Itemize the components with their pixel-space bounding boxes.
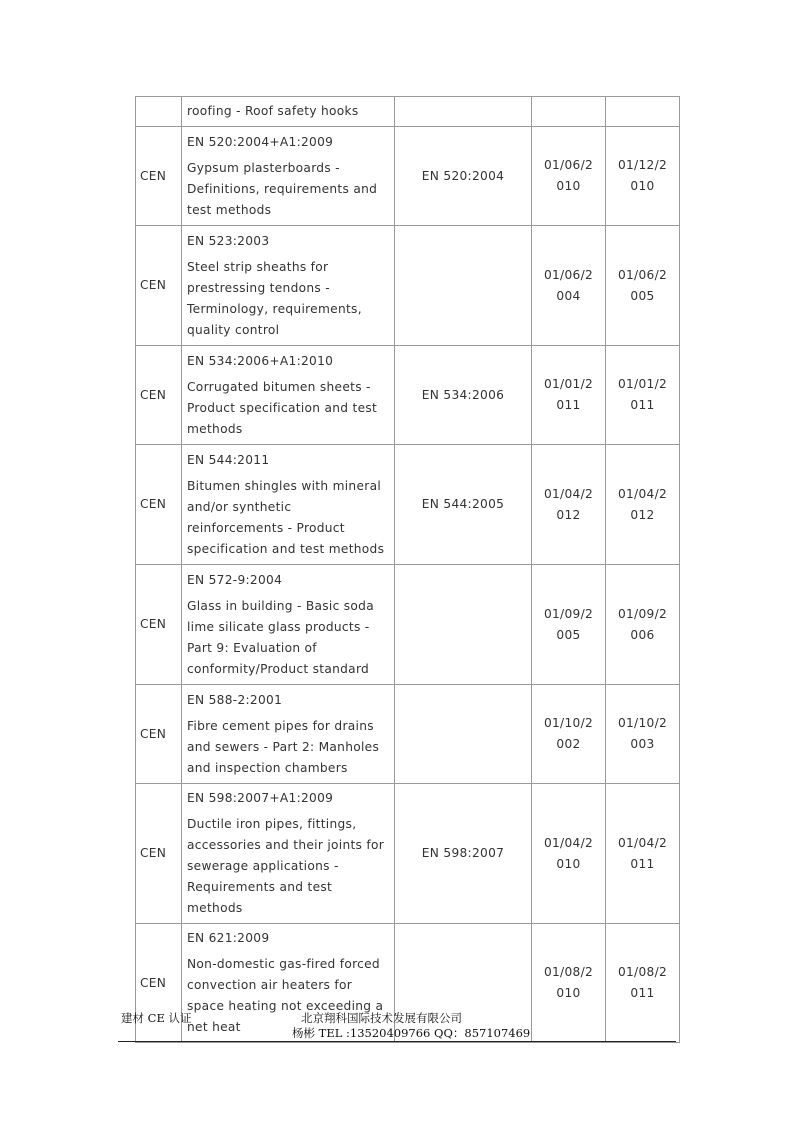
applicability-date: 01/10/2002 [543,716,594,751]
standard-cell [182,127,395,226]
standard-code: EN 523:2003 [187,233,270,248]
superseded-standard-cell [395,97,532,127]
superseded-standard-cell: EN 520:2004 [395,127,532,226]
standard-title: Gypsum plasterboards - Definitions, requirements and test methods [187,160,378,217]
standard-title: Glass in building - Basic soda lime silicate glass products - Part 9: Evaluation of conformity/Product standard [187,598,374,676]
table-row [136,784,680,924]
applicability-date-cell [532,226,606,346]
org-cell [136,97,182,127]
standard-code: EN 520:2004+A1:2009 [187,134,334,149]
standard-cell [182,565,395,685]
superseded-standard-cell: EN 534:2006 [395,346,532,445]
standard-title: Corrugated bitumen sheets - Product specification and test methods [187,379,378,436]
coexistence-end-date-cell [606,924,680,1043]
standard-cell [182,784,395,924]
standard-title: Fibre cement pipes for drains and sewers - Part 2: Manholes and inspection chambers [187,718,380,775]
applicability-date-cell [532,685,606,784]
standard-code: EN 572-9:2004 [187,572,283,587]
standard-code: EN 534:2006+A1:2010 [187,353,334,368]
standard-code: EN 544:2011 [187,452,270,467]
table-row [136,346,680,445]
standard-title: Non-domestic gas-fired forced convection air heaters for space heating not exceeding a net heat [187,957,384,1034]
standard-cell [182,226,395,346]
applicability-date: 01/09/2005 [543,606,594,642]
coexistence-end-date: 01/01/2011 [617,377,668,412]
standard-code: EN 588-2:2001 [187,692,283,707]
applicability-date-cell [532,346,606,445]
superseded-standard-cell [395,565,532,685]
standard-code: EN 598:2007+A1:2009 [187,791,334,805]
coexistence-end-date-cell [606,346,680,445]
table-row [136,685,680,784]
org-cell: CEN [136,445,182,565]
coexistence-end-date: 01/06/2005 [617,267,668,303]
org-cell: CEN [136,127,182,226]
standards-table-body [136,97,680,1043]
standard-cell [182,346,395,445]
footer-contact: 杨彬 TEL :13520409766 QQ：857107469 [292,1026,531,1040]
standard-title: roofing - Roof safety hooks [187,104,359,118]
standard-title: Steel strip sheaths for prestressing tendons - Terminology, requirements, quality control [187,259,362,337]
applicability-date-cell [532,445,606,565]
coexistence-end-date-cell [606,127,680,226]
standard-cell [182,97,395,127]
applicability-date-cell [532,97,606,127]
table-row [136,565,680,685]
standard-cell [182,445,395,565]
standards-table [135,96,680,1043]
applicability-date: 01/04/2010 [543,835,594,871]
coexistence-end-date: 01/04/2011 [617,835,668,871]
footer-rule [118,1041,676,1042]
coexistence-end-date-cell [606,784,680,924]
superseded-standard-cell [395,685,532,784]
table-row [136,445,680,565]
coexistence-end-date-cell [606,565,680,685]
coexistence-end-date: 01/04/2012 [617,486,668,522]
org-cell: CEN [136,565,182,685]
coexistence-end-date-cell [606,226,680,346]
footer-company: 北京翔科国际技术发展有限公司 [301,1011,462,1025]
applicability-date: 01/01/2011 [543,377,594,412]
standard-cell [182,685,395,784]
org-cell: CEN [136,784,182,924]
applicability-date-cell [532,924,606,1043]
standard-title: Ductile iron pipes, fittings, accessories and their joints for sewerage applications - Requirements and test methods [187,817,385,915]
coexistence-end-date-cell [606,97,680,127]
coexistence-end-date: 01/12/2010 [617,158,668,193]
applicability-date: 01/04/2012 [543,486,594,522]
table-row [136,97,680,127]
standard-title: Bitumen shingles with mineral and/or synthetic reinforcements - Product specification and test methods [187,478,385,556]
applicability-date: 01/06/2010 [543,158,594,193]
org-cell: CEN [136,924,182,1043]
table-row [136,226,680,346]
coexistence-end-date: 01/09/2006 [617,606,668,642]
org-cell: CEN [136,685,182,784]
coexistence-end-date-cell [606,445,680,565]
coexistence-end-date-cell [606,685,680,784]
coexistence-end-date: 01/08/2011 [617,965,668,1000]
applicability-date-cell [532,127,606,226]
applicability-date: 01/08/2010 [543,965,594,1000]
org-cell: CEN [136,346,182,445]
applicability-date: 01/06/2004 [543,267,594,303]
standard-code: EN 621:2009 [187,931,270,945]
superseded-standard-cell: EN 544:2005 [395,445,532,565]
table-row [136,127,680,226]
coexistence-end-date: 01/10/2003 [617,716,668,751]
superseded-standard-cell: EN 598:2007 [395,784,532,924]
footer-left: 建材 CE 认证 [121,1011,192,1025]
org-cell: CEN [136,226,182,346]
superseded-standard-cell [395,226,532,346]
applicability-date-cell [532,565,606,685]
applicability-date-cell [532,784,606,924]
